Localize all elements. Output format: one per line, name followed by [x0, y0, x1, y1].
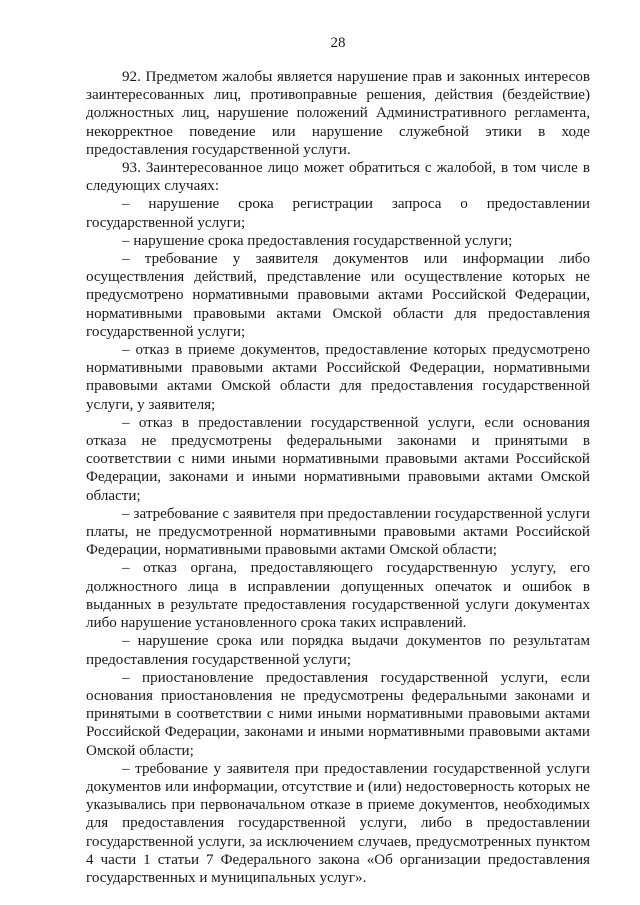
list-item: – нарушение срока предоставления государственной услуги; — [122, 232, 513, 249]
document-body — [86, 68, 590, 887]
list-item: – отказ органа, предоставляющего государственную услугу, его должностного лица в исправлении допущенных опечаток и ошибок в выданных в результате предоставления государственной услуги документах либо нарушение установленного срока таких исправлений. — [86, 560, 590, 632]
list-item: – затребование с заявителя при предоставлении государственной услуги платы, не предусмотренной нормативными правовыми актами Российской Федерации, нормативными правовыми актами Омской области; — [86, 505, 590, 559]
list-item: – требование у заявителя при предоставлении государственной услуги документов или информации, отсутствие и (или) недостоверность которых не указывались при первоначальном отказе в приеме документов, необходимых для предоставления государственной услуги, либо в предоставлении государственной услуги, за исключением случаев, предусмотренных пунктом 4 части 1 статьи 7 Федерального закона «Об организации предоставления государственных и муниципальных услуг». — [86, 760, 590, 886]
page-number: 28 — [330, 35, 346, 51]
list-item: – приостановление предоставления государственной услуги, если основания приостановления не предусмотрены федеральными законами и принятыми в соответствии с ними иными нормативными правовыми актами Российской Федерации, законами и иными нормативными правовыми актами Омской области; — [86, 669, 590, 759]
list-item: – нарушение срока или порядка выдачи документов по результатам предоставления государственной услуги; — [86, 633, 590, 668]
list-item: – нарушение срока регистрации запроса о предоставлении государственной услуги; — [86, 196, 590, 231]
paragraph-92: 92. Предметом жалобы является нарушение прав и законных интересов заинтересованных лиц, противоправные решения, действия (бездействие) должностных лиц, нарушение положений Административного регламента, некорректное поведение или нарушение служебной этики в ходе предоставления государственной услуги. — [86, 69, 590, 158]
list-item: – отказ в приеме документов, предоставление которых предусмотрено нормативными правовыми актами Российской Федерации, нормативными правовыми актами Омской области для предоставления государственной услуги, у заявителя; — [86, 342, 590, 413]
list-item: – отказ в предоставлении государственной услуги, если основания отказа не предусмотрены федеральными законами и принятыми в соответствии с ними иными нормативными правовыми актами Российской Федерации, законами и иными нормативными правовыми актами Омской области; — [86, 414, 590, 504]
paragraph-93: 93. Заинтересованное лицо может обратиться с жалобой, в том числе в следующих случаях: — [86, 160, 590, 195]
list-item: – требование у заявителя документов или информации либо осуществления действий, представление или осуществление которых не предусмотрено нормативными правовыми актами Российской Федерации, нормативными правовыми актами Омской области для предоставления государственной услуги; — [86, 251, 590, 340]
